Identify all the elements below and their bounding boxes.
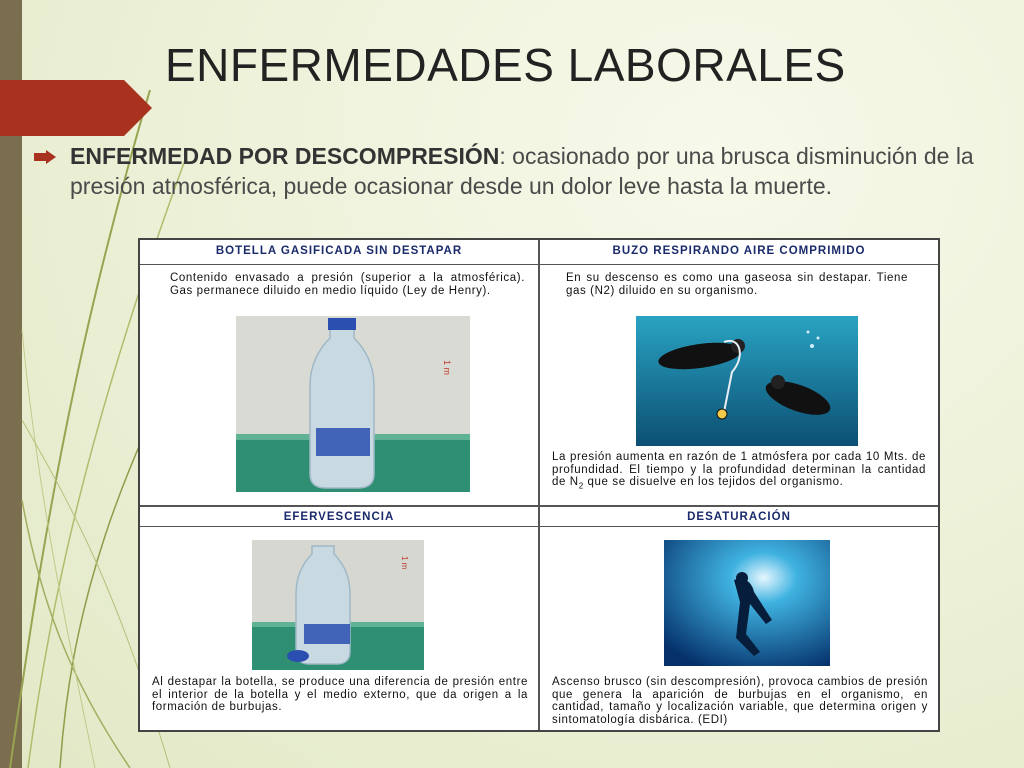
cell-text-pressure-depth (552, 451, 926, 493)
cell-header-diver-compressed-air: BUZO RESPIRANDO AIRE COMPRIMIDO (612, 245, 866, 257)
grid-middle-divider (140, 505, 938, 507)
photo-scale-label-2: 1 m (400, 556, 409, 570)
title-accent-tab (0, 80, 152, 136)
decompression-figure (138, 238, 940, 732)
grid-header-divider-bottom (140, 526, 938, 527)
grid-vertical-divider (538, 240, 540, 730)
pressure-text-part1: La presión aumenta en razón de 1 atmósfera por cada 10 Mts. de profundidad. El tiempo y la profundidad determinan la cantidad de N (552, 451, 926, 488)
divers-photo (636, 316, 858, 446)
cell-header-effervescence: EFERVESCENCIA (283, 511, 395, 523)
cell-text-diver-descent: En su descenso es como una gaseosa sin destapar. Tiene gas (N2) diluido en su organismo. (566, 272, 908, 297)
cell-header-bottle-closed: BOTELLA GASIFICADA SIN DESTAPAR (215, 245, 463, 257)
slide-title: ENFERMEDADES LABORALES (165, 39, 846, 91)
open-bottle-photo (252, 540, 424, 670)
bullet-text (70, 141, 1000, 201)
ascending-diver-photo (664, 540, 830, 666)
arrow-bullet-icon (34, 150, 56, 164)
photo-scale-label: 1 m (442, 360, 452, 376)
cell-header-desaturation: DESATURACIÓN (687, 511, 791, 523)
cell-text-effervescence: Al destapar la botella, se produce una diferencia de presión entre el interior de la botella y el medio externo, que da origen a la formación de burbujas. (152, 676, 528, 713)
grid-header-divider-top (140, 264, 938, 265)
bullet-body: : ocasionado por una brusca disminución de la presión atmosférica, puede ocasionar desde un dolor leve hasta la muerte. (70, 143, 974, 199)
cell-text-desaturation: Ascenso brusco (sin descompresión), provoca cambios de presión que genera la aparición de burbujas en el organismo, en cantidad, tamaño y localización variable, que determina origen y sintomatología disbárica. (EDI) (552, 676, 928, 726)
cell-text-bottle-closed: Contenido envasado a presión (superior a la atmosférica). Gas permanece diluido en medio líquido (Ley de Henry). (170, 272, 525, 297)
bullet-lead: ENFERMEDAD POR DESCOMPRESIÓN (70, 143, 500, 169)
nitrogen-subscript: 2 (578, 481, 584, 491)
closed-bottle-photo (236, 316, 470, 492)
pressure-text-part2: que se disuelve en los tejidos del organismo. (583, 476, 844, 488)
